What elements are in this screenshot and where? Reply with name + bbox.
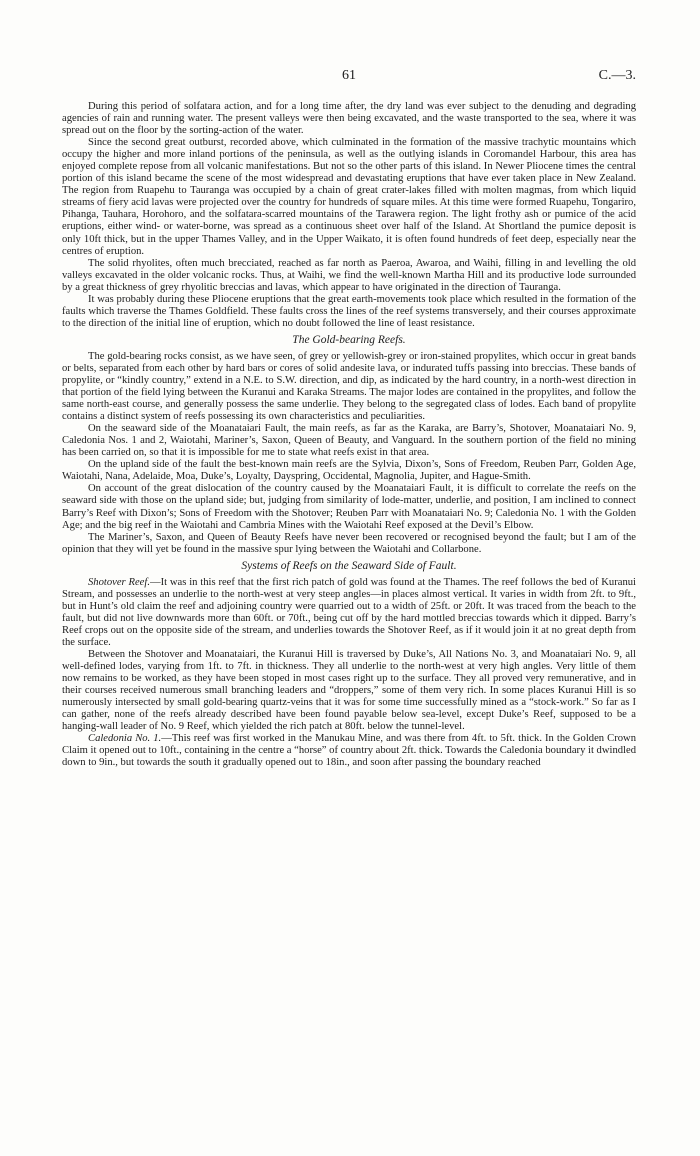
section-heading: Systems of Reefs on the Seaward Side of Fault. (241, 559, 457, 572)
paragraph: On the seaward side of the Moanataiari Fault, the main reefs, as far as the Karaka, are Barry’s, Shotover, Moanataiari No. 9, Caledonia Nos. 1 and 2, Waiotahi, Mariner’s, Saxon, Queen of Beauty, and Vanguard. In the southern portion of the field no mining has been carried on, so that it is impossible for me to state what reefs exist in that area. (62, 423, 636, 459)
paragraph: It was probably during these Pliocene eruptions that the great earth-movements took place which resulted in the formation of the faults which traverse the Thames Goldfield. These faults cross the lines of the reef systems transversely, and their courses approximate to the direction of the initial line of eruption, which no doubt followed the line of least resistance. (62, 293, 636, 329)
paragraph (62, 649, 636, 733)
paragraph-text: —It was in this reef that the first rich patch of gold was found at the Thames. The reef follows the bed of Kuranui Stream, and possesses an underlie to the north-west at very steep angles—in places almost vertical. It varies in width from 2ft. to 9ft., but in Hunt’s old claim the reef and adjoining country were quarried out to a width of 25ft. or 20ft. It was traced from the beach to the fault, but did not live downwards more than 60ft. or 70ft., being cut off by the hard mottled breccias towards which it dipped. Barry’s Reef crops out on the opposite side of the stream, and underlies towards the Shotover Reef, as if it would join it at no great depth from the surface. (62, 576, 636, 648)
paragraph: On account of the great dislocation of the country caused by the Moanataiari Fault, it is difficult to correlate the reefs on the seaward side with those on the upland side; but, judging from similarity of lode-matter, underlie, and position, I am inclined to connect Barry’s Reef with Dixon’s; Sons of Freedom with the Shotover; Reuben Parr with Moanataiari No. 9; Caledonia No. 1 with the Golden Age; and the big reef in the Waiotahi and Cambria Mines with the Waiotahi Reef exposed at the Devil’s Elbow. (62, 483, 636, 531)
paragraph: Since the second great outburst, recorded above, which culminated in the formation of the massive trachytic mountains which occupy the higher and more inland portions of the peninsula, as well as the outlying islands in Coromandel Harbour, this area has enjoyed complete repose from all volcanic manifestations. But not so the other parts of this island. In Newer Pliocene times the central portion of this island became the scene of the most widespread and devastating eruptions that have ever taken place in New Zealand. The region from Ruapehu to Tauranga was occupied by a chain of great crater-lakes filled with molten magmas, from which liquid streams of fiery acid lavas were projected over the country for hundreds of square miles. At this time were formed Ruapehu, Tongariro, Pihanga, Tauhara, Horohoro, and the solfatara-scarred mountains of the Tarawera region. The light frothy ash or pumice of the acid eruptions, either wind- or water-borne, was spread as a continuous sheet over half of the Island. At Shortland the pumice deposit is only 10ft thick, but in the upper Thames Valley, and in the Upper Waikato, it is often found hundreds of feet deep, especially near the centres of eruption. (62, 137, 636, 257)
paragraph: The gold-bearing rocks consist, as we have seen, of grey or yellowish-grey or iron-stained propylites, which occur in great bands or belts, separated from each other by hard bars or cores of solid andesite lava, or indurated tuffs passing into breccias. These bands of propylite, or “kindly country,” extend in a N.E. to S.W. direction, and dip, as indicated by the hard country, in a north-west direction in that portion of the field lying between the Kuranui and Karaka Streams. The major lodes are contained in the propylites, and follow the same north-east course, and generally possess the same underlie. They belong to the segregated class of lodes. Each band of propylite contains a distinct system of reefs possessing its own characteristics and peculiarities. (62, 350, 636, 423)
document-reference: C.—3. (598, 68, 636, 83)
paragraph: The Mariner’s, Saxon, and Queen of Beauty Reefs have never been recovered or recognised beyond the fault; but I am of the opinion that they will yet be found in the massive spur lying between the Waiotahi and Collarbone. (62, 531, 636, 555)
paragraph: On the upland side of the fault the best-known main reefs are the Sylvia, Dixon’s, Sons of Freedom, Reuben Parr, Golden Age, Waiotahi, Nana, Adelaide, Moa, Duke’s, Loyalty, Dayspring, Occidental, Magnolia, Jupiter, and Hague-Smith. (62, 459, 636, 483)
paragraph (62, 577, 636, 649)
paragraph: The solid rhyolites, often much brecciated, reached as far north as Paeroa, Awaroa, and Waihi, filling in and levelling the old valleys excavated in the older volcanic rocks. Thus, at Waihi, we find the well-known Martha Hill and its productive lode surrounded by a great thickness of grey rhyolitic breccias and lavas, which appear to have originated in the direction of Tauranga. (62, 257, 636, 293)
paragraph-text: —This reef was first worked in the Manukau Mine, and was there from 4ft. to 5ft. thick. In the Golden Crown Claim it opened out to 10ft., containing in the centre a “horse” of country about 2ft. thick. Towards the Caledonia boundary it dwindled down to 9in., but towards the south it gradually opened out to 18in., and soon after passing the boundary reached (62, 733, 636, 769)
body-text (62, 101, 636, 769)
paragraph-lead: Caledonia No. 1. (88, 733, 162, 745)
section-heading: The Gold-bearing Reefs. (292, 333, 406, 346)
page-header (62, 68, 636, 88)
paragraph-lead: Shotover Reef. (88, 576, 150, 588)
paragraph: During this period of solfatara action, and for a long time after, the dry land was ever subject to the denuding and degrading agencies of rain and running water. The present valleys were then being excavated, and the waste transported to the sea, where it was spread out on the floor by the sorting-action of the water. (62, 101, 636, 137)
paragraph (62, 733, 636, 769)
paragraph-text: Between the Shotover and Moanataiari, the Kuranui Hill is traversed by Duke’s, All Nations No. 3, and Moanataiari No. 9, all well-defined lodes, varying from 1ft. to 7ft. in thickness. They all underlie to the north-west at very high angles. Very little of them now remains to be worked, as they have been stoped in most cases right up to the surface. They all proved very remunerative, and in their courses received numerous small branching leaders and “droppers,” some of them very rich. In some places Kuranui Hill is so numerously intersected by small gold-bearing quartz-veins that it was for some time successfully mined as a “stock-work.” So far as I can gather, none of the reefs already described have been found payable below sea-level, except Duke’s Reef, supposed to be a hanging-wall leader of No. 9 Reef, which yielded the rich patch at 80ft. below the tunnel-level. (62, 648, 636, 733)
page-number: 61 (342, 68, 356, 83)
